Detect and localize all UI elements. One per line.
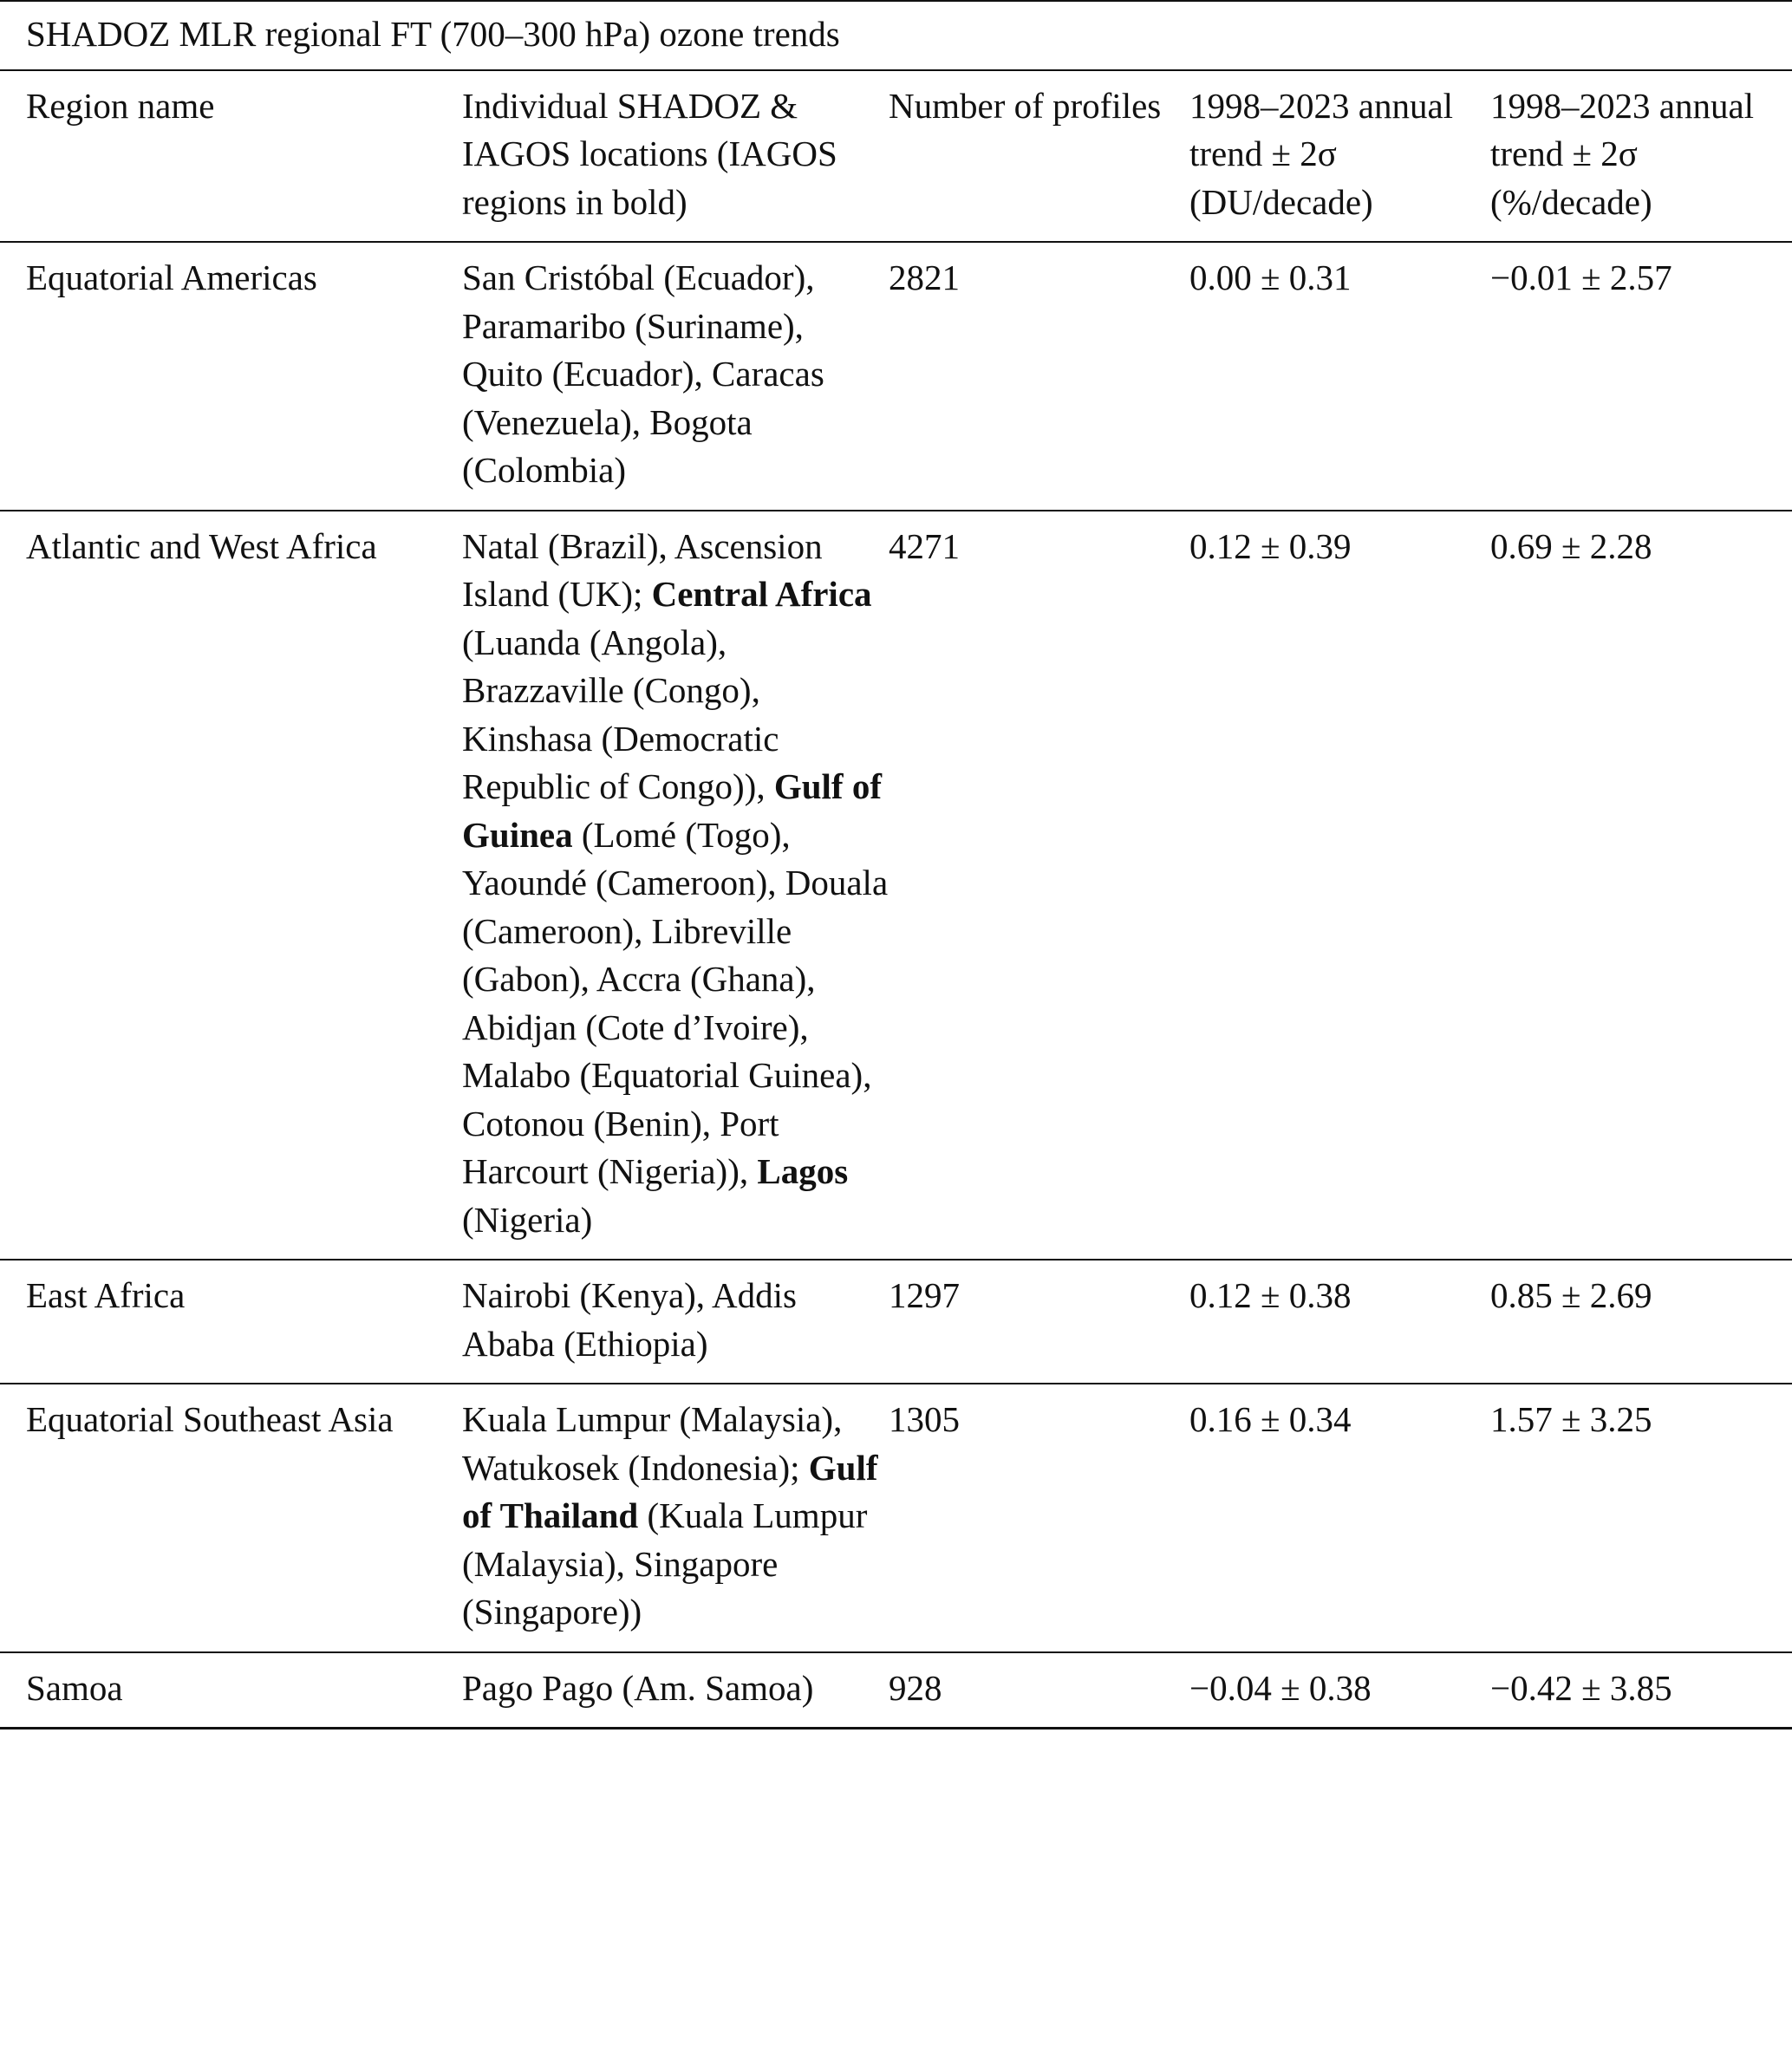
location-text: (Nigeria)	[462, 1199, 593, 1240]
header-number-of-profiles: Number of profiles	[889, 70, 1189, 243]
table-row	[0, 242, 1792, 511]
table-caption-row	[0, 1, 1792, 70]
header-locations: Individual SHADOZ & IAGOS locations (IAGOS regions in bold)	[462, 70, 889, 243]
location-text: Pago Pago (Am. Samoa)	[462, 1667, 814, 1708]
cell-trend-du: 0.12 ± 0.38	[1189, 1260, 1490, 1384]
table-row	[0, 1260, 1792, 1384]
location-text: (Lomé (Togo), Yaoundé (Cameroon), Douala (Cameroon), Libreville (Gabon), Accra (Ghana), Abidjan (Cote d’Ivoire), Malabo (Equatorial Guinea), Cotonou (Benin), Port Harcourt (Nigeria)),	[462, 814, 889, 1191]
table-header-row	[0, 70, 1792, 243]
cell-trend-du: 0.12 ± 0.39	[1189, 511, 1490, 1260]
location-text: San Cristóbal (Ecuador), Paramaribo (Suriname), Quito (Ecuador), Caracas (Venezuela), Bogota (Colombia)	[462, 257, 824, 490]
cell-locations	[462, 1384, 889, 1652]
cell-locations	[462, 1260, 889, 1384]
cell-trend-du: −0.04 ± 0.38	[1189, 1652, 1490, 1729]
location-text: (Luanda (Angola), Brazzaville (Congo), Kinshasa (Democratic Republic of Congo)),	[462, 622, 779, 806]
cell-trend-percent: −0.42 ± 3.85	[1490, 1652, 1792, 1729]
table-row	[0, 1652, 1792, 1729]
cell-region-name: Atlantic and West Africa	[0, 511, 462, 1260]
iagos-region-name: Gulf of Guinea	[462, 766, 882, 855]
iagos-region-name: Gulf of Thailand	[462, 1447, 878, 1535]
header-trend-percent: 1998–2023 annual trend ± 2σ (%/decade)	[1490, 70, 1792, 243]
cell-trend-du: 0.16 ± 0.34	[1189, 1384, 1490, 1652]
cell-region-name: Equatorial Americas	[0, 242, 462, 511]
cell-trend-percent: 0.69 ± 2.28	[1490, 511, 1792, 1260]
location-text: Nairobi (Kenya), Addis Ababa (Ethiopia)	[462, 1275, 797, 1364]
location-text: (Kuala Lumpur (Malaysia), Singapore (Singapore))	[462, 1495, 868, 1632]
table-row	[0, 1384, 1792, 1652]
cell-trend-percent: 0.85 ± 2.69	[1490, 1260, 1792, 1384]
cell-region-name: Equatorial Southeast Asia	[0, 1384, 462, 1652]
header-region-name: Region name	[0, 70, 462, 243]
location-text: Natal (Brazil), Ascension Island (UK);	[462, 525, 823, 614]
cell-region-name: East Africa	[0, 1260, 462, 1384]
cell-locations	[462, 1652, 889, 1729]
table-body	[0, 242, 1792, 1729]
header-trend-du: 1998–2023 annual trend ± 2σ (DU/decade)	[1189, 70, 1490, 243]
cell-trend-du: 0.00 ± 0.31	[1189, 242, 1490, 511]
table-row	[0, 511, 1792, 1260]
table-caption: SHADOZ MLR regional FT (700–300 hPa) ozone trends	[0, 1, 1792, 70]
cell-trend-percent: 1.57 ± 3.25	[1490, 1384, 1792, 1652]
cell-number-of-profiles: 2821	[889, 242, 1189, 511]
cell-trend-percent: −0.01 ± 2.57	[1490, 242, 1792, 511]
iagos-region-name: Central Africa	[651, 574, 872, 614]
location-text: Kuala Lumpur (Malaysia), Watukosek (Indonesia);	[462, 1399, 843, 1488]
cell-number-of-profiles: 1297	[889, 1260, 1189, 1384]
cell-number-of-profiles: 1305	[889, 1384, 1189, 1652]
cell-number-of-profiles: 4271	[889, 511, 1189, 1260]
cell-number-of-profiles: 928	[889, 1652, 1189, 1729]
iagos-region-name: Lagos	[757, 1151, 849, 1191]
cell-region-name: Samoa	[0, 1652, 462, 1729]
cell-locations	[462, 511, 889, 1260]
cell-locations	[462, 242, 889, 511]
